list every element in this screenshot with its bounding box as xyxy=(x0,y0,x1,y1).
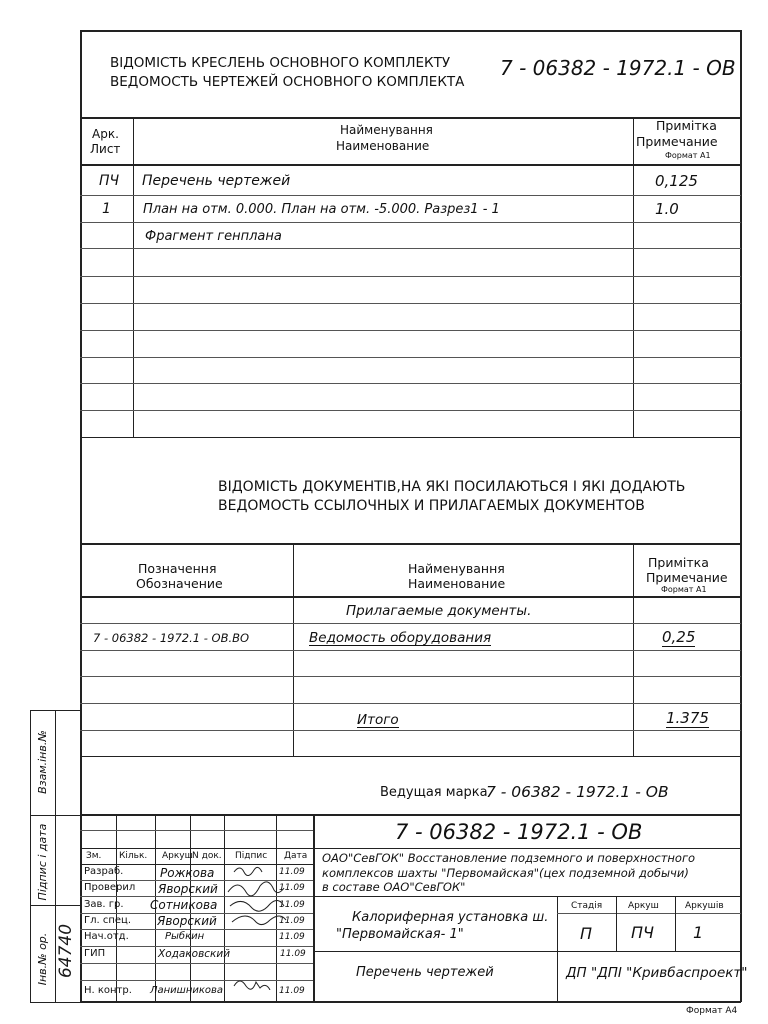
role-date: 11.09 xyxy=(279,932,305,942)
role-name: Ланишникова xyxy=(150,985,224,996)
section-title: Прилагаемые документы. xyxy=(346,603,532,619)
row-sheet: ПЧ xyxy=(99,173,120,189)
role-name: Сотникова xyxy=(150,898,218,912)
sheets-value: 1 xyxy=(693,923,704,942)
title-block-code: 7 - 06382 - 1972.1 - ОВ xyxy=(395,820,643,844)
role-date: 11.09 xyxy=(280,949,306,959)
row-note: 1.0 xyxy=(655,200,679,218)
doc-col-note-format: Формат А1 xyxy=(661,585,707,594)
role-name: Яворский xyxy=(158,882,218,896)
total-value: 1.375 xyxy=(666,709,709,727)
row-name: План на отм. 0.000. План на отм. -5.000. Разрез1 - 1 xyxy=(143,202,500,217)
sign-date-label: Підпис і дата xyxy=(36,823,49,901)
object-line1: Калориферная установка ш. xyxy=(352,910,549,925)
col-change: Зм. xyxy=(86,851,102,861)
role-label: Разраб. xyxy=(84,866,124,877)
role-date: 11.09 xyxy=(279,916,305,926)
col-sheets: Аркушів xyxy=(685,901,724,911)
lead-mark-label: Ведущая марка xyxy=(380,785,488,800)
format-label: Формат А4 xyxy=(686,1006,738,1016)
project-line3: в составе ОАО"СевГОК" xyxy=(322,880,466,894)
col-note-ua: Примітка xyxy=(656,118,717,133)
row-name: Перечень чертежей xyxy=(142,173,291,189)
sheet-name: Перечень чертежей xyxy=(356,965,494,980)
doc-col-name-ua: Найменування xyxy=(408,561,505,576)
docs-title-ru: ВЕДОМОСТЬ ССЫЛОЧНЫХ И ПРИЛАГАЕМЫХ ДОКУМЕНТОВ xyxy=(218,498,645,514)
col-qty: Кільк. xyxy=(119,851,148,861)
inv-number: 64740 xyxy=(56,923,76,979)
doc-col-name-ru: Наименование xyxy=(408,576,506,591)
inv-orig-label: Інв.№ ор. xyxy=(36,932,49,986)
role-name: Яворский xyxy=(157,914,217,928)
row-name: Фрагмент генплана xyxy=(145,229,282,244)
col-date: Дата xyxy=(284,851,308,861)
title-ua: ВІДОМІСТЬ КРЕСЛЕНЬ ОСНОВНОГО КОМПЛЕКТУ xyxy=(110,55,451,71)
doc-col-code-ua: Позначення xyxy=(138,561,217,576)
col-stage: Стадія xyxy=(571,901,603,911)
role-name: Ходаковский xyxy=(158,948,231,960)
role-label: Проверил xyxy=(84,882,136,893)
role-name: Рыбкин xyxy=(165,931,205,942)
doc-code: 7 - 06382 - 1972.1 - ОВ.ВО xyxy=(93,631,250,645)
title-ru: ВЕДОМОСТЬ ЧЕРТЕЖЕЙ ОСНОВНОГО КОМПЛЕКТА xyxy=(110,74,465,90)
role-date: 11.09 xyxy=(279,867,305,877)
object-line2: "Первомайская- 1" xyxy=(336,927,464,942)
col-note-ru: Примечание xyxy=(636,134,718,149)
role-label: Н. контр. xyxy=(84,985,132,996)
col-sheet-ru: Лист xyxy=(90,142,121,156)
doc-col-code-ru: Обозначение xyxy=(136,576,223,591)
col-name-ru: Наименование xyxy=(336,139,430,153)
total-label: Итого xyxy=(357,712,399,728)
doc-col-note-ua: Примітка xyxy=(648,555,709,570)
role-date: 11.09 xyxy=(279,986,305,996)
signature-mark xyxy=(224,860,294,990)
col-sheet-num: Аркуш xyxy=(628,901,659,911)
doc-col-note-ru: Примечание xyxy=(646,570,728,585)
role-date: 11.09 xyxy=(279,883,305,893)
doc-note: 0,25 xyxy=(662,628,696,646)
row-sheet: 1 xyxy=(102,201,111,217)
role-label: Гл. спец. xyxy=(84,915,132,926)
header-code: 7 - 06382 - 1972.1 - ОВ xyxy=(500,56,736,80)
role-name: Рожкова xyxy=(160,866,215,880)
project-line1: ОАО"СевГОК" Восстановление подземного и поверхностного xyxy=(322,851,696,865)
col-sheet-tb: Аркуш xyxy=(162,851,193,861)
role-label: Зав. гр. xyxy=(84,899,124,910)
docs-title-ua: ВІДОМІСТЬ ДОКУМЕНТІВ,НА ЯКІ ПОСИЛАЮТЬСЯ І ЯКІ ДОДАЮТЬ xyxy=(218,479,686,495)
col-sign: Підпис xyxy=(235,851,268,861)
col-sheet-ua: Арк. xyxy=(92,127,119,141)
sheet-value: ПЧ xyxy=(631,923,654,942)
col-doc: N док. xyxy=(192,851,222,861)
org-name: ДП "ДПІ "Кривбаспроект" xyxy=(566,965,748,981)
col-note-format: Формат А1 xyxy=(665,151,711,160)
lead-mark-value: 7 - 06382 - 1972.1 - ОВ xyxy=(486,783,669,801)
doc-name: Ведомость оборудования xyxy=(309,630,492,646)
col-name-ua: Найменування xyxy=(340,123,433,137)
stage-value: П xyxy=(580,924,593,943)
role-label: ГИП xyxy=(84,948,106,959)
role-date: 11.09 xyxy=(279,900,305,910)
project-line2: комплексов шахты "Первомайская"(цех подземной добычи) xyxy=(322,866,689,880)
role-label: Нач.отд. xyxy=(84,931,129,942)
row-note: 0,125 xyxy=(655,172,698,190)
replace-inv-label: Взам.інв.№ xyxy=(36,730,49,794)
